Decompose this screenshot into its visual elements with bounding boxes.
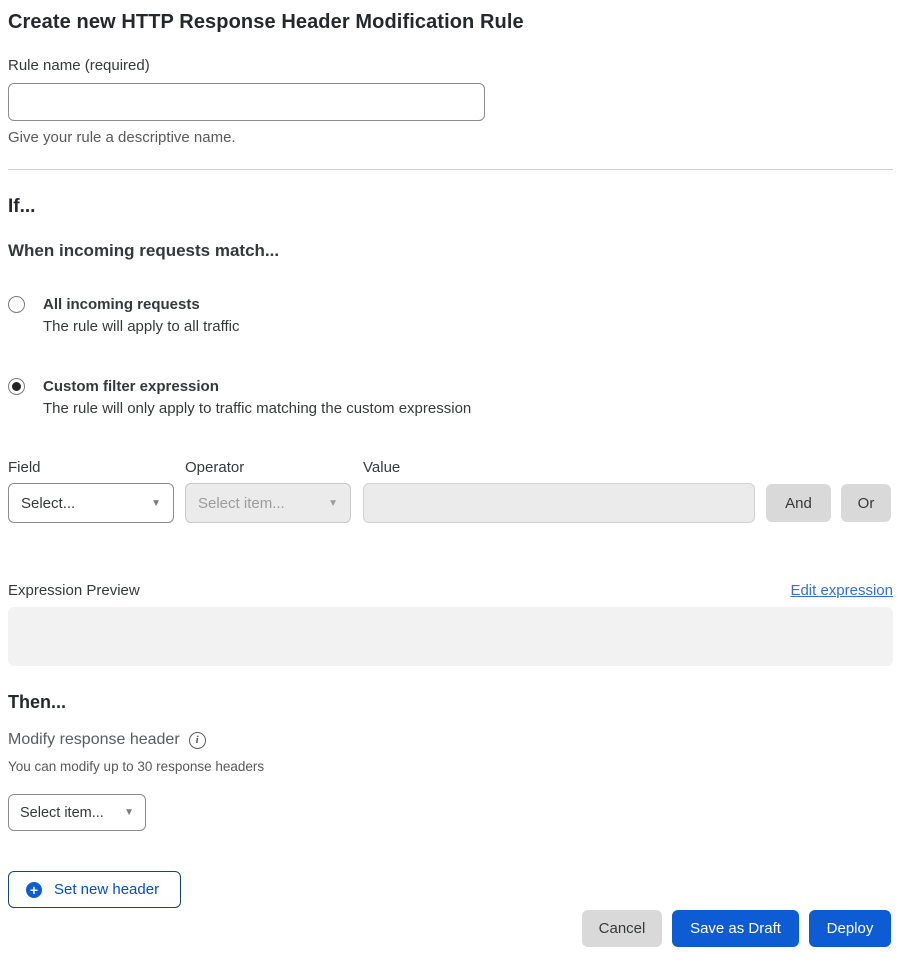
field-select-value: Select... (21, 494, 76, 512)
when-subheading: When incoming requests match... (8, 241, 280, 260)
header-action-select[interactable] (8, 794, 146, 831)
and-button[interactable]: And (766, 484, 831, 522)
radio-custom-filter-label: Custom filter expression (43, 378, 219, 395)
or-button[interactable]: Or (841, 484, 891, 522)
deploy-button[interactable]: Deploy (809, 910, 891, 947)
operator-select[interactable] (185, 483, 351, 523)
field-select[interactable] (8, 483, 174, 523)
cancel-button[interactable]: Cancel (582, 910, 662, 947)
filter-builder-row (8, 483, 893, 523)
footer-actions (8, 910, 893, 947)
value-label: Value (363, 459, 401, 476)
expression-preview-label: Expression Preview (8, 582, 140, 599)
if-heading: If... (8, 196, 36, 217)
then-heading: Then... (8, 692, 66, 712)
chevron-down-icon: ▼ (328, 497, 338, 509)
operator-select-value: Select item... (198, 494, 285, 512)
rule-name-helper: Give your rule a descriptive name. (8, 129, 236, 146)
rule-name-label: Rule name (required) (8, 57, 150, 74)
radio-option-all-incoming[interactable] (8, 294, 893, 339)
radio-custom-filter-icon[interactable] (8, 378, 25, 395)
modify-response-header-label: Modify response header (8, 731, 180, 748)
plus-icon: + (26, 882, 42, 898)
filter-builder-labels (8, 457, 893, 478)
radio-all-incoming-label: All incoming requests (43, 296, 200, 313)
header-action-select-value: Select item... (20, 804, 104, 821)
radio-option-custom-filter[interactable] (8, 376, 893, 421)
expression-preview-header (8, 580, 893, 601)
operator-label: Operator (185, 459, 245, 476)
edit-expression-link[interactable]: Edit expression (790, 582, 893, 599)
page-title: Create new HTTP Response Header Modification Rule (8, 11, 524, 33)
expression-preview-box (8, 607, 893, 666)
save-as-draft-button[interactable]: Save as Draft (672, 910, 799, 947)
set-new-header-button[interactable] (8, 871, 181, 908)
modify-header-row (8, 729, 893, 751)
modify-header-helper: You can modify up to 30 response headers (8, 759, 265, 774)
chevron-down-icon: ▼ (151, 497, 161, 509)
value-input[interactable] (363, 483, 755, 523)
chevron-down-icon: ▼ (124, 807, 134, 818)
radio-custom-filter-description: The rule will only apply to traffic matching the custom expression (43, 400, 472, 417)
field-label: Field (8, 459, 41, 476)
section-divider (8, 169, 893, 170)
radio-all-incoming-icon[interactable] (8, 296, 25, 313)
info-icon[interactable]: i (189, 732, 206, 749)
rule-name-input[interactable] (8, 83, 485, 121)
set-new-header-label: Set new header (54, 881, 160, 898)
radio-all-incoming-description: The rule will apply to all traffic (43, 318, 240, 335)
